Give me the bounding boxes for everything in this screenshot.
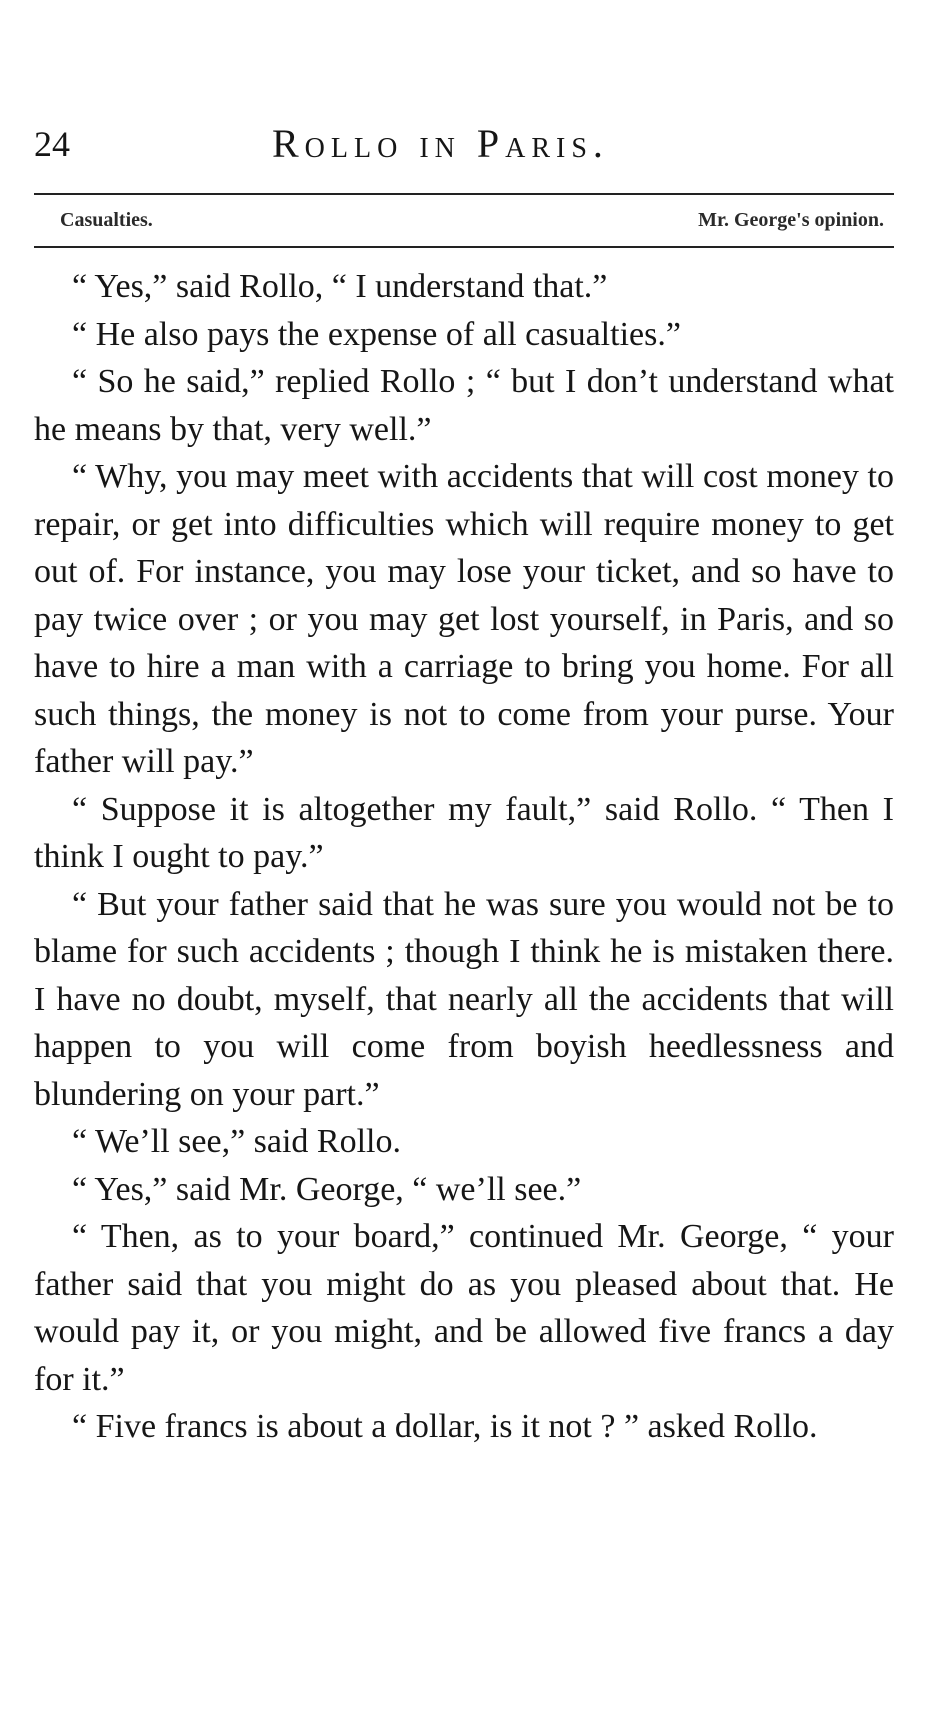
paragraph: “ He also pays the expense of all casualties.”	[72, 315, 681, 353]
running-head	[34, 118, 894, 170]
paragraph: “ Suppose it is altogether my fault,” said Rollo. “ Then I think I ought to pay.”	[34, 790, 894, 875]
paragraph: “ But your father said that he was sure you would not be to blame for such accidents ; though I think he is mistaken there. I have no doubt, myself, that nearly all the accidents that will happen to you will come from boyish heedlessness and blundering on your part.”	[34, 885, 894, 1113]
paragraph: “ Then, as to your board,” continued Mr. George, “ your father said that you might do as you pleased about that. He would pay it, or you might, and be allowed five francs a day for it.”	[34, 1218, 894, 1398]
paragraph: “ Yes,” said Mr. George, “ we’ll see.”	[72, 1170, 582, 1208]
page-number: 24	[34, 124, 70, 164]
section-headline	[60, 202, 884, 238]
body-text	[34, 263, 894, 1451]
headline-left-topic: Casualties.	[60, 209, 153, 231]
paragraph: “ So he said,” replied Rollo ; “ but I don’t understand what he means by that, very well.”	[34, 363, 894, 448]
paragraph: “ Yes,” said Rollo, “ I understand that.”	[72, 268, 608, 305]
paragraph: “ Five francs is about a dollar, is it not ? ” asked Rollo.	[72, 1408, 818, 1445]
headline-right-topic: Mr. George's opinion.	[698, 209, 884, 231]
book-title: Rollo in Paris.	[272, 121, 609, 166]
headline-bottom-rule	[34, 246, 894, 248]
paragraph: “ We’ll see,” said Rollo.	[72, 1123, 401, 1160]
headline-top-rule	[34, 193, 894, 195]
paragraph: “ Why, you may meet with accidents that will cost money to repair, or get into difficulties which will require money to get out of. For instance, you may lose your ticket, and so have to pay twice over ; or you may get lost yourself, in Paris, and so have to hire a man with a carriage to bring you home. For all such things, the money is not to come from your purse. Your father will pay.”	[34, 458, 894, 780]
